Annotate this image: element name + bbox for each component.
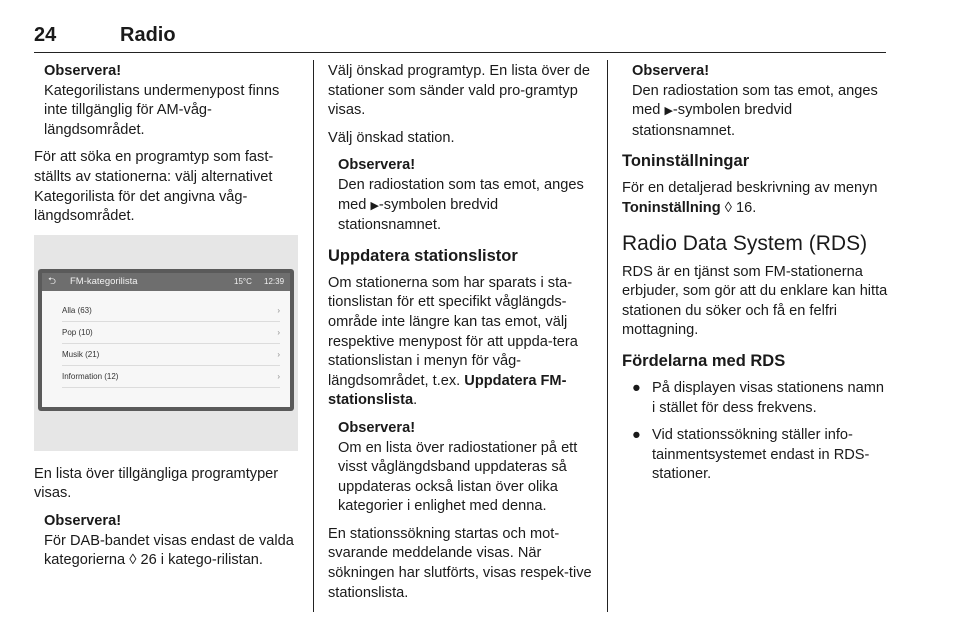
paragraph — [328, 274, 596, 411]
category-row — [62, 344, 280, 366]
note-block — [338, 156, 596, 235]
category-row — [62, 300, 280, 322]
note-text — [338, 176, 596, 236]
paragraph: En stationssökning startas och mot-svarande meddelande visas. När sökningen har slutförts, visas respek-tive stationslista. — [328, 525, 592, 601]
paragraph: Välj önskad programtyp. En lista över de stationer som sänder vald pro-gramtyp visas. — [328, 63, 591, 119]
page-reference: 26 — [140, 552, 157, 569]
chapter-heading: Radio Data System (RDS) — [622, 231, 868, 255]
temperature-readout: 15°C — [234, 276, 252, 286]
note-title: Observera! — [338, 419, 416, 436]
category-row — [62, 322, 280, 344]
note-text: Kategorilistans undermenypost finns inte tillgänglig för AM-våg-längdsområdet. — [44, 82, 280, 138]
note-text-part: För DAB-bandet visas endast de valda kategorierna — [44, 532, 294, 569]
paragraph: För att söka en programtyp som fast-ställts av stationerna: välj alternativet Kategorilista för det angivna våg-längdsområdet. — [34, 149, 274, 225]
note-text-part: Den radiostation som tas emot, anges med — [632, 82, 878, 119]
column-divider — [607, 60, 608, 612]
paragraph-part: För en detaljerad beskrivning av menyn — [622, 180, 878, 197]
category-label: Musik (21) — [62, 349, 100, 359]
note-text-part: -symbolen bredvid stationsnamnet. — [338, 196, 499, 234]
note-text — [44, 532, 302, 571]
page-title: Radio — [120, 24, 176, 46]
page-header — [34, 24, 886, 53]
bullet-icon: ● — [632, 427, 641, 444]
bullet-icon: ● — [632, 379, 641, 396]
chevron-right-icon: › — [277, 371, 280, 381]
note-title: Observera! — [338, 157, 416, 174]
category-label: Information (12) — [62, 371, 119, 381]
note-title: Observera! — [632, 63, 710, 79]
note-block — [632, 62, 888, 141]
screenshot-figure — [34, 235, 298, 451]
paragraph: En lista över tillgängliga programtyper visas. — [34, 465, 279, 502]
note-block — [338, 419, 596, 517]
section-heading: Uppdatera stationslistor — [328, 246, 518, 265]
clock-readout: 12:39 — [264, 276, 285, 286]
screen-title-bar — [42, 273, 290, 291]
back-arrow-icon: ⮌ — [48, 275, 57, 287]
chevron-right-icon: › — [277, 327, 280, 337]
note-title: Observera! — [44, 512, 122, 529]
display-bezel — [38, 269, 294, 411]
note-text: Om en lista över radiostationer på ett visst våglängdsband uppdateras så uppdateras också listan över olika kategorier i enlighet med denna. — [338, 439, 578, 515]
column-3 — [622, 62, 888, 493]
reference-icon: ◊ — [724, 199, 732, 216]
column-2 — [328, 62, 596, 611]
column-divider — [313, 60, 314, 612]
note-block — [44, 512, 302, 571]
menu-item-reference: Uppdatera FM-stationslista — [328, 372, 567, 409]
paragraph-part: . — [413, 392, 418, 409]
reference-icon: ◊ — [129, 552, 137, 569]
chevron-right-icon: › — [277, 349, 280, 359]
category-row — [62, 366, 280, 388]
note-text — [632, 82, 888, 142]
menu-item-reference: Toninställning — [622, 199, 721, 216]
display-screen — [42, 273, 290, 407]
note-text-part: i katego-rilistan. — [160, 552, 263, 569]
chevron-right-icon: › — [277, 305, 280, 315]
note-title: Observera! — [44, 63, 122, 79]
section-heading: Fördelarna med RDS — [622, 351, 786, 370]
list-item — [622, 379, 888, 418]
page-number: 24 — [34, 24, 57, 46]
note-text-part: Den radiostation som tas emot, anges med — [338, 176, 584, 213]
play-triangle-icon: ▶ — [664, 105, 673, 118]
section-heading: Toninställningar — [622, 152, 750, 171]
paragraph-part: Om stationerna som har sparats i sta-tionslistan för ett specifikt våglängds-område inte längre kan tas emot, välj respektive menypost för att uppda-tera stationslistan i menyn för våg-längdsområdet, t.ex. — [328, 274, 578, 389]
note-text-part: -symbolen bredvid stationsnamnet. — [632, 102, 793, 139]
list-item-text: På displayen visas stationens namn i stället för dess frekvens. — [652, 379, 885, 416]
page-reference: 16. — [735, 199, 757, 216]
screen-title: FM-kategorilista — [70, 275, 138, 287]
note-block — [44, 62, 302, 140]
column-1 — [34, 62, 302, 579]
play-triangle-icon: ▶ — [370, 199, 379, 212]
bullet-list — [622, 379, 888, 485]
list-item-text: Vid stationssökning ställer info-tainmentsystemet endast in RDS-stationer. — [652, 427, 870, 483]
paragraph: Välj önskad station. — [328, 129, 455, 146]
paragraph — [622, 179, 888, 218]
category-label: Alla (63) — [62, 305, 92, 315]
paragraph: RDS är en tjänst som FM-stationerna erbjuder, som gör att du enklare kan hitta stationen du söker och få en felfri mottagning. — [622, 263, 888, 339]
list-item — [622, 426, 888, 485]
category-label: Pop (10) — [62, 327, 93, 337]
